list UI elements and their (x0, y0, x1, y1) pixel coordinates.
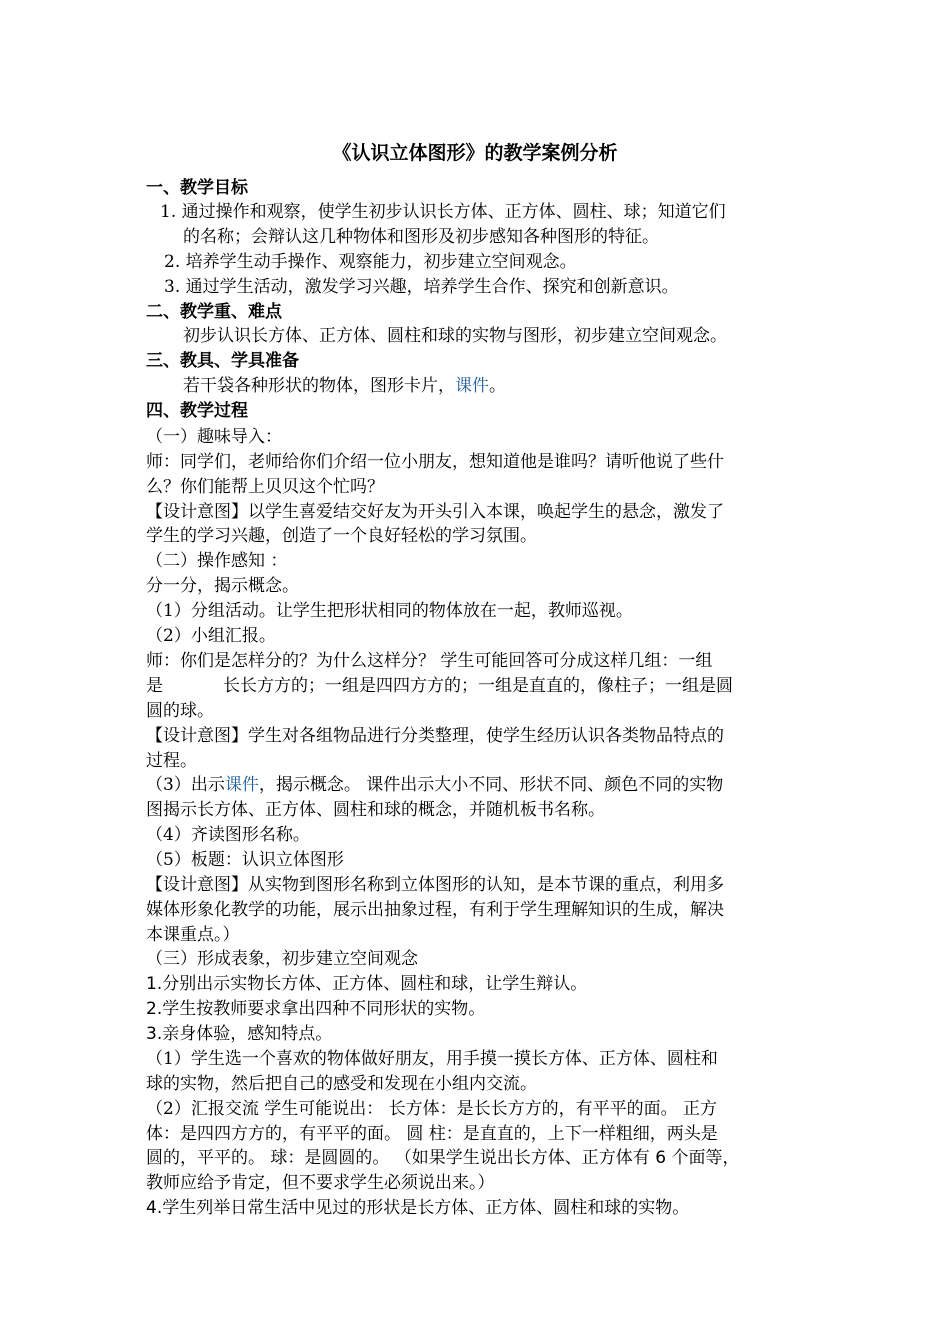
key-points-text: 初步认识长方体、正方体、圆柱和球的实物与图形，初步建立空间观念。 (183, 326, 727, 346)
operation-step-2-line-1: 师：你们是怎样分的？为什么这样分？ 学生可能回答可分成这样几组：一组 (146, 651, 713, 671)
operation-subtitle: 分一分，揭示概念。 (146, 576, 299, 596)
operation-step-3-line-2: 图揭示长方体、正方体、圆柱和球的概念，并随机板书名称。 (146, 800, 605, 820)
formation-step-1-number: 1. (146, 974, 163, 994)
design-note-1-line-2: 学生的学习兴趣，创造了一个良好轻松的学习氛围。 (146, 526, 537, 546)
goal-2: 2. 培养学生动手操作、观察能力，初步建立空间观念。 (164, 252, 577, 272)
operation-step-5: （5）板题：认识立体图形 (146, 850, 344, 870)
operation-step-2-line-2b: 长长方方的；一组是四四方方的；一组是直直的，像柱子；一组是圆 (223, 676, 733, 696)
formation-step-3-2-line-3b: 个面等， (666, 1148, 740, 1168)
formation-step-3-2-line-1: （2）汇报交流 学生可能说出： 长方体：是长长方方的，有平平的面。 正方 (146, 1099, 718, 1119)
operation-step-1: （1）分组活动。让学生把形状相同的物体放在一起，教师巡视。 (146, 601, 633, 621)
goal-1-line-2: 的名称；会辩认这几种物体和图形及初步感知各种图形的特征。 (183, 227, 659, 247)
formation-step-1-text: 分别出示实物长方体、正方体、圆柱和球，让学生辩认。 (162, 974, 588, 994)
formation-step-4-text: 学生列举日常生活中见过的形状是长方体、正方体、圆柱和球的实物。 (162, 1198, 690, 1218)
formation-step-3-2-line-2: 体：是四四方方的，有平平的面。 圆 柱：是直直的，上下一样粗细，两头是 (146, 1124, 718, 1144)
intro-title: （一）趣味导入： (146, 427, 282, 447)
formation-step-2-text: 学生按教师要求拿出四种不同形状的实物。 (162, 999, 486, 1019)
intro-line-2: 么？你们能帮上贝贝这个忙吗？ (146, 477, 384, 497)
formation-step-3-1-line-1: （1）学生选一个喜欢的物体做好朋友，用手摸一摸长方体、正方体、圆柱和 (146, 1049, 718, 1069)
operation-step-2-line-2 (146, 674, 733, 698)
formation-step-3-text: 亲身体验，感知特点。 (162, 1024, 333, 1044)
operation-step-2-line-3: 圆的球。 (146, 701, 214, 721)
formation-step-3-2-line-4: 教师应给予肯定，但不要求学生必须说出来。） (146, 1173, 495, 1193)
operation-step-2-line-2a: 是 (146, 676, 163, 696)
courseware-link-2[interactable]: 课件 (224, 775, 259, 795)
section-heading-key-points: 二、教学重、难点 (146, 302, 282, 322)
section-heading-process: 四、教学过程 (146, 401, 248, 421)
design-note-3-line-1: 【设计意图】从实物到图形名称到立体图形的认知，是本节课的重点，利用多 (146, 875, 724, 895)
formation-step-3-1-line-2: 球的实物，然后把自己的感受和发现在小组内交流。 (146, 1074, 537, 1094)
operation-step-3-b: ，揭示概念。 课件出示大小不同、形状不同、颜色不同的实物 (258, 775, 724, 795)
formation-step-2 (146, 997, 485, 1021)
intro-line-1: 师：同学们，老师给你们介绍一位小朋友，想知道他是谁吗？请听他说了些什 (146, 452, 724, 472)
operation-step-3-a: （3）出示 (146, 775, 225, 795)
operation-title: （二）操作感知 ： (146, 551, 288, 571)
courseware-link[interactable]: 课件 (455, 376, 489, 396)
section-heading-goals: 一、教学目标 (146, 178, 248, 198)
formation-step-3-2-line-3 (146, 1146, 739, 1170)
formation-step-3-number: 3. (146, 1024, 163, 1044)
document-title: 《认识立体图形》的教学案例分析 (332, 142, 618, 164)
formation-step-1 (146, 972, 587, 996)
materials-text-after: 。 (489, 376, 506, 396)
materials-text-before: 若干袋各种形状的物体，图形卡片， (183, 376, 455, 396)
design-note-1-line-1: 【设计意图】以学生喜爱结交好友为开头引入本课，唤起学生的悬念，激发了 (146, 502, 724, 522)
formation-step-2-number: 2. (146, 999, 163, 1019)
goal-3: 3. 通过学生活动，激发学习兴趣，培养学生合作、探究和创新意识。 (164, 277, 679, 297)
design-note-3-line-2: 媒体形象化教学的功能，展示出抽象过程，有利于学生理解知识的生成，解决 (146, 900, 724, 920)
formation-step-3-2-line-3a: 圆的，平平的。 球：是圆圆的。 （如果学生说出长方体、正方体有 (146, 1148, 656, 1168)
design-note-3-line-3: 本课重点。） (146, 925, 240, 945)
goal-1-line-1: 1. 通过操作和观察，使学生初步认识长方体、正方体、圆柱、球；知道它们 (160, 202, 726, 222)
formation-title: （三）形成表象，初步建立空间观念 (146, 949, 418, 969)
materials-text (183, 374, 506, 398)
face-count: 6 (655, 1148, 667, 1168)
operation-step-2: （2）小组汇报。 (146, 626, 276, 646)
design-note-2-line-1: 【设计意图】学生对各组物品进行分类整理，使学生经历认识各类物品特点的 (146, 726, 724, 746)
section-heading-materials: 三、教具、学具准备 (146, 351, 299, 371)
formation-step-4 (146, 1196, 689, 1220)
formation-step-4-number: 4. (146, 1198, 163, 1218)
operation-step-3 (146, 773, 723, 797)
operation-step-4: （4）齐读图形名称。 (146, 825, 310, 845)
design-note-2-line-2: 过程。 (146, 751, 197, 771)
formation-step-3 (146, 1022, 332, 1046)
